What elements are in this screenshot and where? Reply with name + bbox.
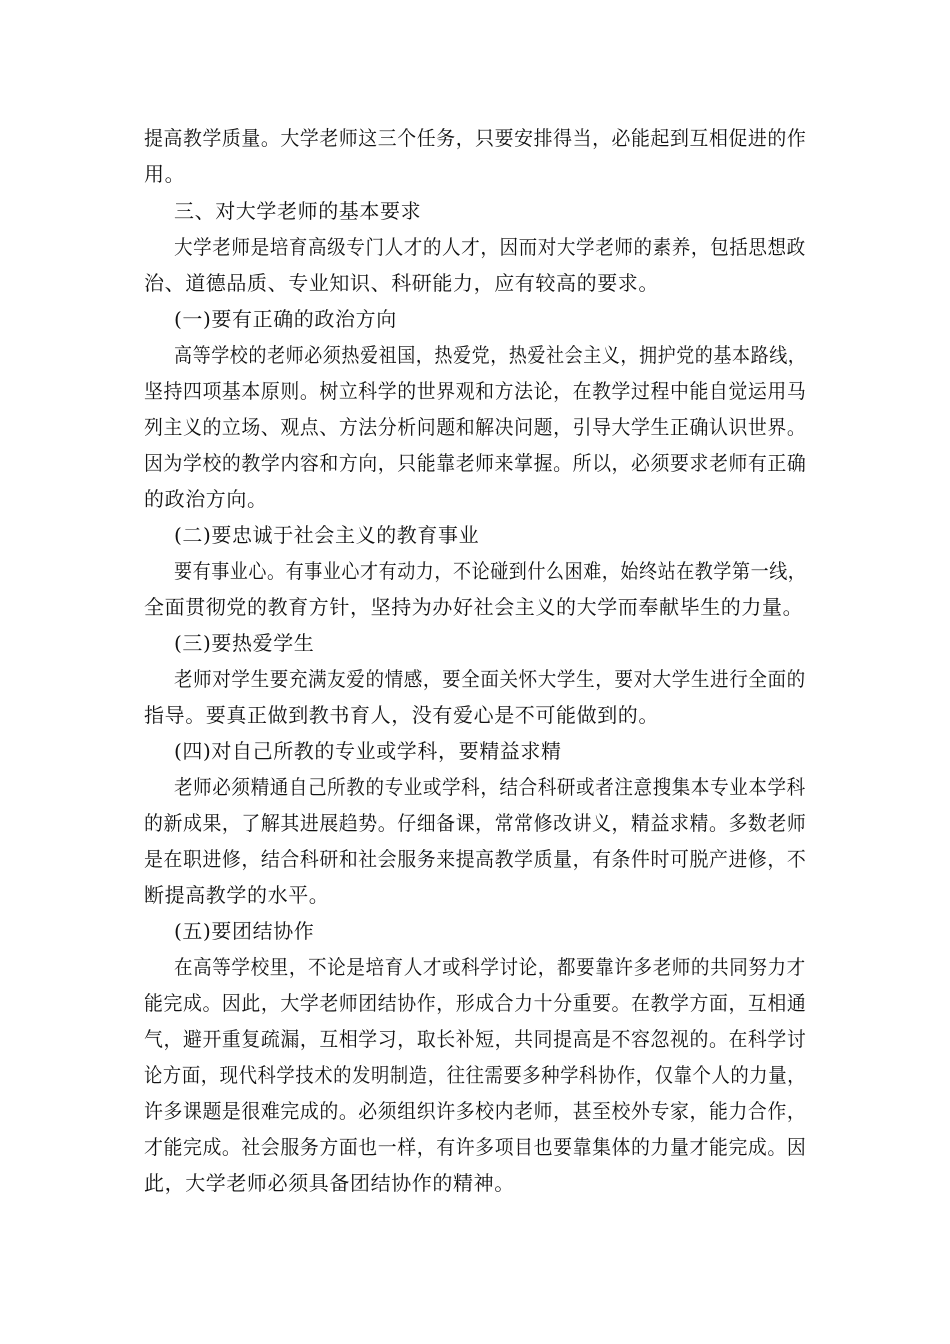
text-line: 的政治方向。 bbox=[144, 487, 268, 511]
text-line: 的新成果，了解其进展趋势。仔细备课，常常修改讲义，精益求精。多数老师 bbox=[144, 811, 807, 835]
text-line: 因为学校的教学内容和方向，只能靠老师来掌握。所以，必须要求老师有正确 bbox=[144, 451, 807, 475]
subsection-heading: (五)要团结协作 bbox=[174, 919, 315, 943]
text-line: 才能完成。社会服务方面也一样，有许多项目也要靠集体的力量才能完成。因 bbox=[144, 1135, 807, 1159]
text-line: 提高教学质量。大学老师这三个任务，只要安排得当，必能起到互相促进的作 bbox=[144, 126, 807, 150]
text-line: 论方面，现代科学技术的发明制造，往往需要多种学科协作，仅靠个人的力量， bbox=[144, 1063, 807, 1087]
subsection-heading: (三)要热爱学生 bbox=[174, 631, 315, 655]
text-line: 坚持四项基本原则。树立科学的世界观和方法论，在教学过程中能自觉运用马 bbox=[144, 379, 807, 403]
text-line: 全面贯彻党的教育方针，坚持为办好社会主义的大学而奉献毕生的力量。 bbox=[144, 595, 804, 619]
text-line: 在高等学校里，不论是培育人才或科学讨论，都要靠许多老师的共同努力才 bbox=[174, 955, 806, 979]
subsection-heading: (一)要有正确的政治方向 bbox=[174, 307, 397, 331]
text-line: 老师对学生要充满友爱的情感，要全面关怀大学生，要对大学生进行全面的 bbox=[174, 667, 806, 691]
text-line: 治、道德品质、专业知识、科研能力，应有较高的要求。 bbox=[144, 271, 659, 295]
text-line: 要有事业心。有事业心才有动力，不论碰到什么困难，始终站在教学第一线， bbox=[174, 559, 807, 583]
text-line: 老师必须精通自己所教的专业或学科，结合科研或者注意搜集本专业本学科 bbox=[174, 775, 806, 799]
text-line: 能完成。因此，大学老师团结协作，形成合力十分重要。在教学方面，互相通 bbox=[144, 991, 807, 1015]
text-line: 许多课题是很难完成的。必须组织许多校内老师，甚至校外专家，能力合作， bbox=[144, 1099, 807, 1123]
text-line: 此，大学老师必须具备团结协作的精神。 bbox=[144, 1171, 515, 1195]
section-heading: 三、对大学老师的基本要求 bbox=[174, 199, 422, 223]
text-line: 列主义的立场、观点、方法分析问题和解决问题，引导大学生正确认识世界。 bbox=[144, 415, 807, 439]
subsection-heading: (四)对自己所教的专业或学科，要精益求精 bbox=[174, 739, 562, 763]
subsection-heading: (二)要忠诚于社会主义的教育事业 bbox=[174, 523, 480, 547]
text-line: 用。 bbox=[144, 162, 186, 186]
text-line: 大学老师是培育高级专门人才的人才，因而对大学老师的素养，包括思想政 bbox=[174, 235, 806, 259]
text-line: 气，避开重复疏漏，互相学习，取长补短，共同提高是不容忽视的。在科学讨 bbox=[144, 1027, 807, 1051]
text-line: 指导。要真正做到教书育人，没有爱心是不可能做到的。 bbox=[144, 703, 659, 727]
text-line: 是在职进修，结合科研和社会服务来提高教学质量，有条件时可脱产进修，不 bbox=[144, 847, 807, 871]
text-line: 断提高教学的水平。 bbox=[144, 883, 330, 907]
text-line: 高等学校的老师必须热爱祖国，热爱党，热爱社会主义，拥护党的基本路线， bbox=[174, 343, 807, 367]
